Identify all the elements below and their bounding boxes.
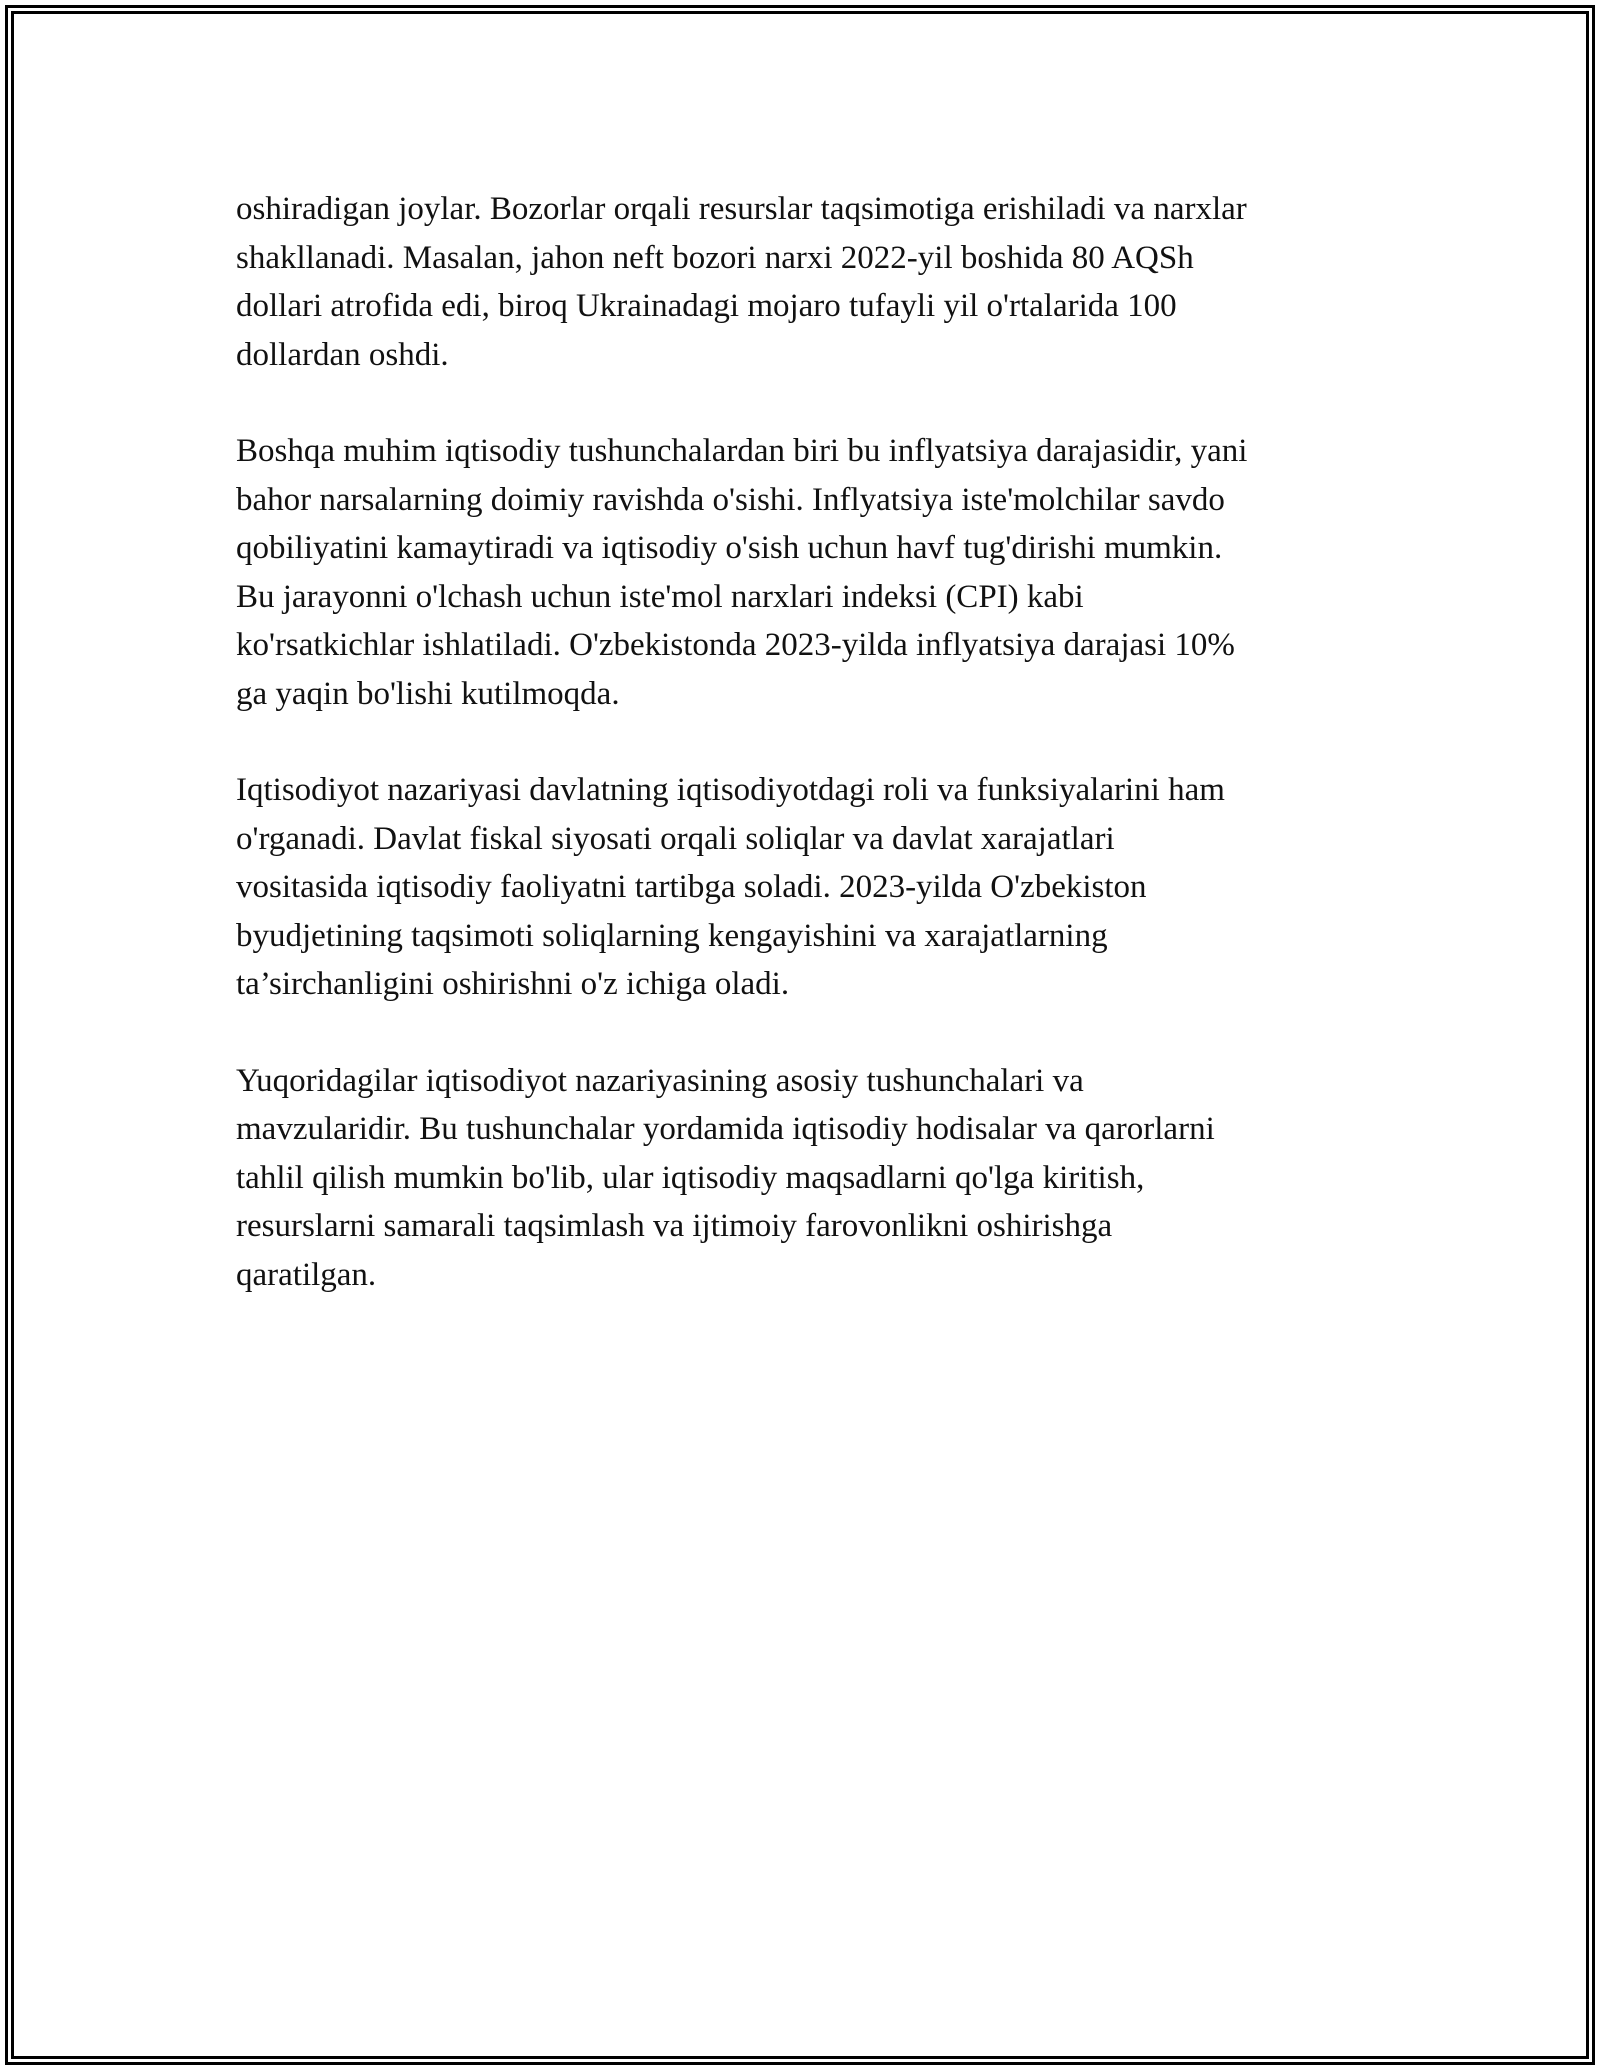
text-line: shakllanadi. Masalan, jahon neft bozori narxi 2022-yil boshida 80 AQSh [236, 239, 1194, 276]
paragraph-2 [236, 427, 1376, 718]
text-line: ga yaqin bo'lishi kutilmoqda. [236, 675, 620, 712]
document-body [236, 185, 1376, 1347]
text-line: byudjetining taqsimoti soliqlarning kengayishini va xarajatlarning [236, 917, 1108, 954]
text-line: Yuqoridagilar iqtisodiyot nazariyasining asosiy tushunchalari va [236, 1062, 1084, 1099]
text-line: qobiliyatini kamaytiradi va iqtisodiy o'sish uchun havf tug'dirishi mumkin. [236, 530, 1223, 566]
text-line: dollardan oshdi. [236, 336, 449, 373]
text-line: qaratilgan. [236, 1256, 377, 1293]
text-line: oshiradigan joylar. Bozorlar orqali resurslar taqsimotiga erishiladi va narxlar [236, 191, 1247, 227]
text-line: Boshqa muhim iqtisodiy tushunchalardan biri bu inflyatsiya darajasidir, yani [236, 433, 1248, 469]
text-line: dollari atrofida edi, biroq Ukrainadagi mojaro tufayli yil o'rtalarida 100 [236, 288, 1177, 324]
text-line: tahlil qilish mumkin bo'lib, ular iqtisodiy maqsadlarni qo'lga kiritish, [236, 1159, 1145, 1196]
text-line: ko'rsatkichlar ishlatiladi. O'zbekistonda 2023-yilda inflyatsiya darajasi 10% [236, 627, 1235, 663]
text-line: ta’sirchanligini oshirishni o'z ichiga oladi. [236, 966, 790, 1002]
text-line: mavzularidir. Bu tushunchalar yordamida iqtisodiy hodisalar va qarorlarni [236, 1111, 1215, 1147]
text-line: vositasida iqtisodiy faoliyatni tartibga soladi. 2023-yilda O'zbekiston [236, 869, 1147, 905]
paragraph-4 [236, 1057, 1376, 1300]
text-line: o'rganadi. Davlat fiskal siyosati orqali soliqlar va davlat xarajatlari [236, 820, 1115, 857]
text-line: resurslarni samarali taqsimlash va ijtimoiy farovonlikni oshirishga [236, 1208, 1113, 1244]
text-line: Bu jarayonni o'lchash uchun iste'mol narxlari indeksi (CPI) kabi [236, 578, 1084, 615]
paragraph-3 [236, 766, 1376, 1009]
text-line: Iqtisodiyot nazariyasi davlatning iqtisodiyotdagi roli va funksiyalarini ham [236, 772, 1225, 808]
text-line: bahor narsalarning doimiy ravishda o'sishi. Inflyatsiya iste'molchilar savdo [236, 481, 1225, 518]
paragraph-1 [236, 185, 1376, 379]
